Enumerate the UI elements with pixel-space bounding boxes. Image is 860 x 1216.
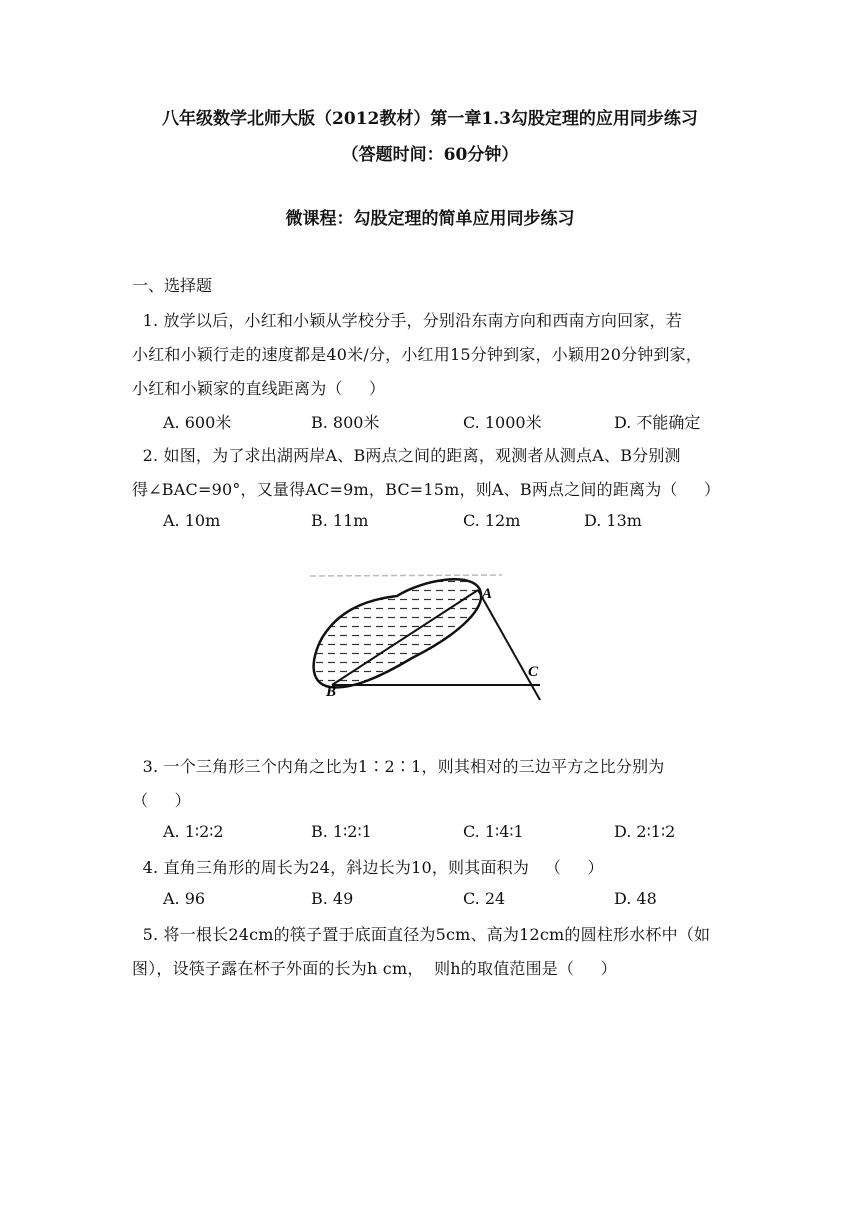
q3-option-d: D. 2∶1∶2 xyxy=(614,822,676,841)
q2-option-d: D. 13m xyxy=(584,511,642,530)
q2-line-2: 得∠BAC=90°，又量得AC=9m，BC=15m，则A、B两点之间的距离为（ ） xyxy=(132,480,721,499)
q3-option-a: A. 1∶2∶2 xyxy=(163,822,224,841)
q4-option-c: C. 24 xyxy=(463,889,506,908)
q1-option-b: B. 800米 xyxy=(311,413,380,432)
q2-option-a: A. 10m xyxy=(163,511,221,530)
q1-line-1: 1. 放学以后，小红和小颖从学校分手，分别沿东南方向和西南方向回家，若 xyxy=(132,311,682,330)
q1-line-3: 小红和小颖家的直线距离为（ ） xyxy=(132,379,386,398)
q3-option-b: B. 1∶2∶1 xyxy=(311,822,372,841)
point-c-label: C xyxy=(528,664,539,680)
q2-option-c: C. 12m xyxy=(463,511,521,530)
time-limit: （答题时间：60分钟） xyxy=(341,145,519,165)
q3-line-1: 3. 一个三角形三个内角之比为1∶2∶1，则其相对的三边平方之比分别为 xyxy=(132,757,665,776)
course-subtitle: 微课程：勾股定理的简单应用同步练习 xyxy=(285,209,575,229)
scan-artifact xyxy=(310,575,502,576)
q1-line-2: 小红和小颖行走的速度都是40米/分，小红用15分钟到家，小颖用20分钟到家， xyxy=(132,345,703,364)
segment-ac xyxy=(478,590,540,700)
q1-option-c: C. 1000米 xyxy=(463,413,542,432)
q3-option-c: C. 1∶4∶1 xyxy=(463,822,524,841)
section-heading: 一、选择题 xyxy=(132,276,213,295)
q4-option-b: B. 49 xyxy=(311,889,354,908)
q4-line-1: 4. 直角三角形的周长为24，斜边长为10，则其面积为 （ ） xyxy=(132,858,604,877)
q1-option-d: D. 不能确定 xyxy=(614,413,701,432)
lake-triangle-figure xyxy=(302,568,552,703)
q2-line-1: 2. 如图，为了求出湖两岸A、B两点之间的距离，观测者从测点A、B分别测 xyxy=(132,446,681,465)
q1-option-a: A. 600米 xyxy=(163,413,232,432)
q4-option-d: D. 48 xyxy=(614,889,657,908)
lake-water-pattern xyxy=(302,568,552,703)
q2-option-b: B. 11m xyxy=(311,511,369,530)
point-b-label: B xyxy=(326,684,337,700)
document-title: 八年级数学北师大版（2012教材）第一章1.3勾股定理的应用同步练习 xyxy=(162,109,698,129)
q5-line-1: 5. 将一根长24cm的筷子置于底面直径为5cm、高为12cm的圆柱形水杯中（如 xyxy=(132,925,711,944)
q4-option-a: A. 96 xyxy=(163,889,206,908)
q3-line-2: （ ） xyxy=(132,791,191,810)
point-a-label: A xyxy=(482,586,493,602)
q5-line-2: 图），设筷子露在杯子外面的长为h cm， 则h的取值范围是（ ） xyxy=(132,959,617,978)
